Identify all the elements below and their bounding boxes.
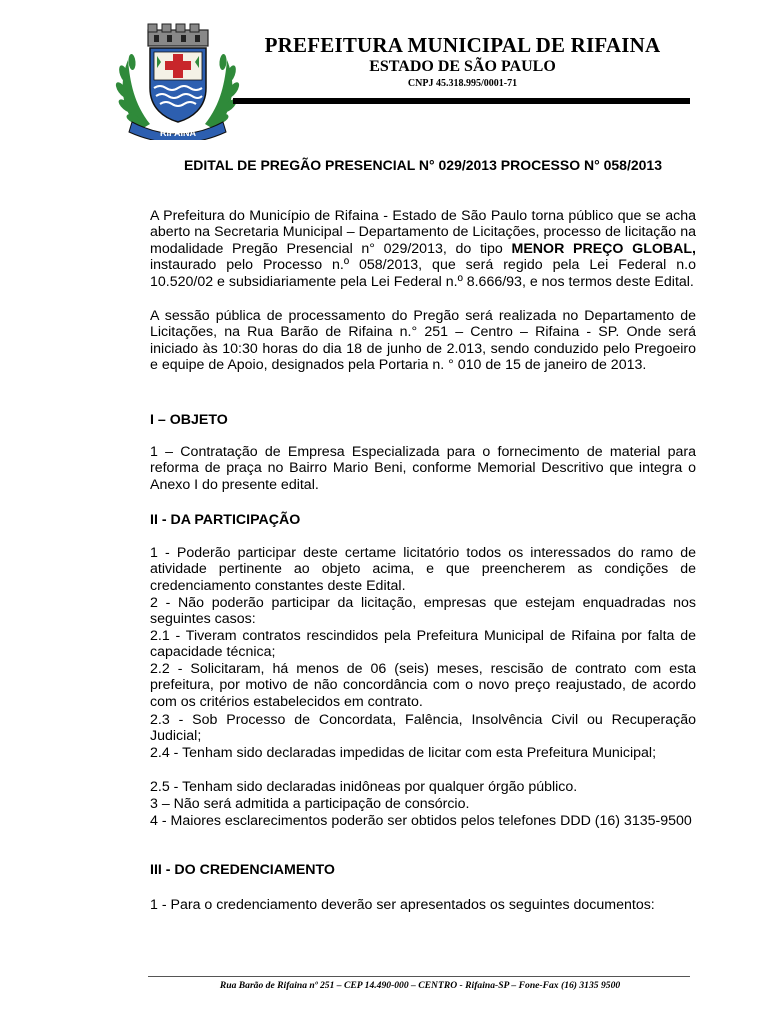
participacao-item-4: 4 - Maiores esclarecimentos poderão ser obtidos pelos telefones DDD (16) 3135-9500 [150,813,692,829]
section-heading-objeto: I – OBJETO [150,412,228,428]
participacao-item-2-3: 2.3 - Sob Processo de Concordata, Falência, Insolvência Civil ou Recuperação Judicial; [150,712,696,745]
crest-ribbon-text: RIFAINA [160,128,196,138]
participacao-item-2-4: 2.4 - Tenham sido declaradas impedidas de licitar com esta Prefeitura Municipal; [150,745,657,761]
intro-paragraph-2: A sessão pública de processamento do Pregão será realizada no Departamento de Licitações, na Rua Barão de Rifaina n.° 251 – Centro – Rifaina - SP. Onde será iniciado às 10:30 horas do dia 18 de junho de 2.013, sendo conduzido pelo Pregoeiro e equipe de Apoio, designados pela Portaria n. ° 010 de 15 de janeiro de 2013. [150,308,696,374]
participacao-item-2-2: 2.2 - Solicitaram, há menos de 06 (seis) meses, rescisão de contrato com esta prefeitura, por motivo de não concordância com o novo preço reajustado, de acordo com os critérios estabelecidos em contrato. [150,661,696,710]
participacao-item-2-5: 2.5 - Tenham sido declaradas inidôneas por qualquer órgão público. [150,779,578,795]
credenciamento-item-1: 1 - Para o credenciamento deverão ser apresentados os seguintes documentos: [150,897,655,913]
objeto-item-1: 1 – Contratação de Empresa Especializada para o fornecimento de material para reforma de praça no Bairro Mario Beni, conforme Memorial Descritivo que integra o Anexo I do presente edital. [150,444,696,493]
participacao-item-2: 2 - Não poderão participar da licitação, empresas que estejam enquadradas nos seguintes casos: [150,595,696,628]
edital-title: EDITAL DE PREGÃO PRESENCIAL N° 029/2013 PROCESSO N° 058/2013 [183,157,663,173]
municipal-crest-icon [110,22,245,140]
section-heading-participacao: II - DA PARTICIPAÇÃO [150,512,301,528]
footer-address: Rua Barão de Rifaina nº 251 – CEP 14.490-000 – CENTRO - Rifaina-SP – Fone-Fax (16) 3135 9500 [219,980,621,991]
state-name: ESTADO DE SÃO PAULO [369,58,556,75]
header-divider [233,98,690,104]
participacao-item-1: 1 - Poderão participar deste certame licitatório todos os interessados do ramo de atividade pertinente ao objeto acima, e que preencherem as condições de credenciamento constantes deste Edital. [150,545,696,594]
section-heading-credenciamento: III - DO CREDENCIAMENTO [150,862,335,878]
footer-divider [148,976,690,977]
participacao-item-2-1: 2.1 - Tiveram contratos rescindidos pela Prefeitura Municipal de Rifaina por falta de capacidade técnica; [150,628,696,661]
intro-text-start: A Prefeitura do Município de Rifaina - Estado de São Paulo torna público que se acha aberto na Secretaria Municipal – Departamento de Licitações, processo de licitação na modalidade Pregão Presencial n° 029/2013, do tipo [150,208,696,257]
municipality-title: PREFEITURA MUNICIPAL DE RIFAINA [264,33,661,57]
intro-bold-type: MENOR PREÇO GLOBAL, [511,240,696,257]
participacao-item-3: 3 – Não será admitida a participação de consórcio. [150,796,470,812]
intro-text-end: instaurado pelo Processo n.º 058/2013, que será regido pela Lei Federal n.o 10.520/02 e subsidiariamente pela Lei Federal n.º 8.666/93, e nos termos deste Edital. [150,257,696,290]
cnpj-number: CNPJ 45.318.995/0001-71 [407,78,518,89]
intro-paragraph-1 [150,208,696,290]
